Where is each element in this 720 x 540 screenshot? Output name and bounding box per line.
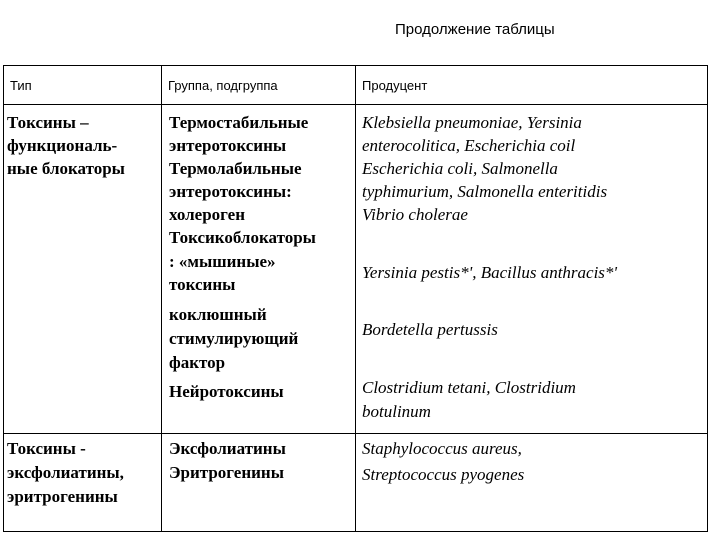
group-line: Термостабильные: [169, 113, 309, 132]
table-row: [4, 105, 708, 434]
group-line: стимулирующий: [169, 329, 299, 348]
producer-line: Streptococcus pyogenes: [362, 465, 525, 484]
producer-line: Yersinia pestis*', Bacillus anthracis*': [362, 263, 618, 282]
table-caption: Продолжение таблицы: [395, 21, 555, 38]
group-line: энтеротоксины: [169, 136, 287, 155]
type-line: эритрогенины: [7, 487, 118, 506]
header-type: Тип: [4, 66, 162, 105]
group-line: Термолабильные: [169, 159, 302, 178]
group-line: : «мышиные»: [169, 252, 276, 271]
type-line: Токсины -: [7, 439, 86, 458]
header-row: [4, 66, 708, 105]
group-line: энтеротоксины:: [169, 182, 292, 201]
group-line: Эритрогенины: [169, 463, 284, 482]
group-line: холероген: [169, 205, 246, 224]
producer-line: botulinum: [362, 402, 431, 421]
producer-line: Escherichia coli, Salmonella: [362, 159, 558, 178]
producer-cell: [356, 434, 708, 532]
producer-line: Bordetella pertussis: [362, 320, 498, 339]
producer-line: typhimurium, Salmonella enteritidis: [362, 182, 608, 201]
type-line: функциональ-: [7, 136, 118, 155]
group-cell: [162, 434, 356, 532]
type-cell: [4, 105, 162, 434]
producer-cell: [356, 105, 708, 434]
type-line: Токсины –: [7, 113, 89, 132]
group-line: Эксфолиатины: [169, 439, 286, 458]
group-line: фактор: [169, 353, 226, 372]
header-group: Группа, подгруппа: [162, 66, 356, 105]
table-row: [4, 434, 708, 532]
producer-line: Clostridium tetani, Clostridium: [362, 378, 576, 397]
producer-line: Vibrio cholerae: [362, 205, 468, 224]
producer-line: enterocolitica, Escherichia coil: [362, 136, 576, 155]
type-line: эксфолиатины,: [7, 463, 124, 482]
type-cell: [4, 434, 162, 532]
producer-line: Klebsiella pneumoniae, Yersinia: [362, 113, 582, 132]
group-line: коклюшный: [169, 305, 267, 324]
type-line: ные блокаторы: [7, 159, 125, 178]
producer-line: Staphylococcus aureus,: [362, 439, 522, 458]
group-cell: [162, 105, 356, 434]
group-line: токсины: [169, 275, 236, 294]
group-line: Нейротоксины: [169, 382, 284, 401]
group-line: Токсикоблокаторы: [169, 228, 316, 247]
toxin-table: [3, 65, 708, 532]
header-producer: Продуцент: [356, 66, 708, 105]
